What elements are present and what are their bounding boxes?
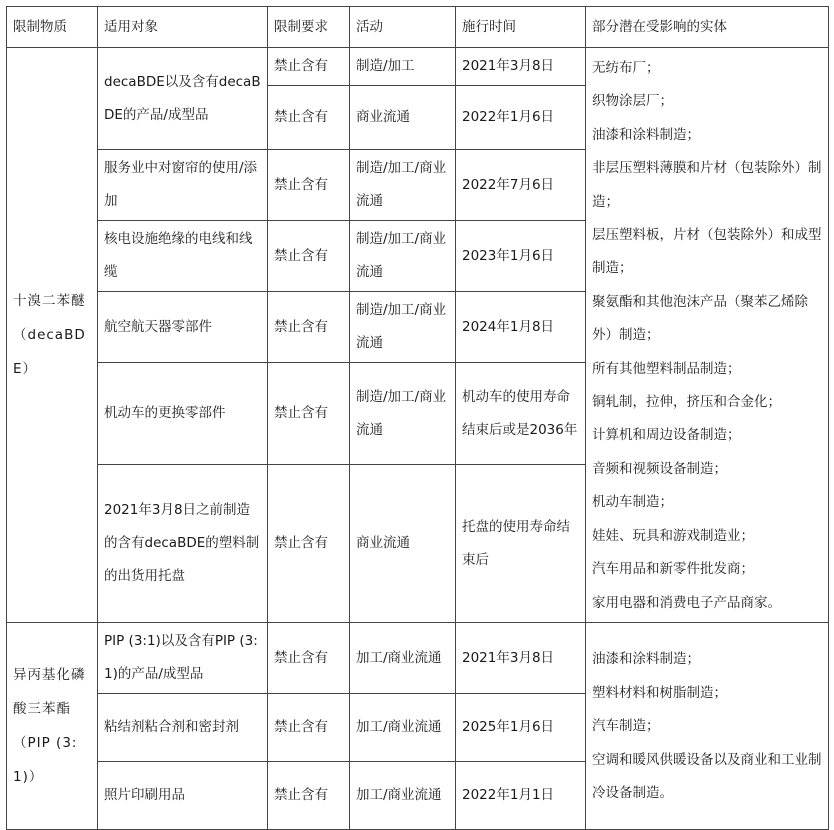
activity-cell: 商业流通 [350, 465, 456, 623]
activity-cell: 制造/加工/商业流通 [350, 150, 456, 221]
table-row [7, 623, 829, 694]
entity-item: 非层压塑料薄膜和片材（包装除外）制造； [592, 160, 822, 210]
entities-cell [586, 623, 829, 830]
activity-cell: 加工/商业流通 [350, 694, 456, 762]
activity-cell: 商业流通 [350, 86, 456, 150]
date-cell: 2023年1月6日 [456, 221, 586, 292]
entity-item: 所有其他塑料制品制造； [592, 360, 741, 377]
entity-item: 空调和暖风供暖设备以及商业和工业制冷设备制造。 [592, 751, 822, 802]
header-activity: 活动 [350, 7, 456, 48]
entity-item: 聚氨酯和其他泡沫产品（聚苯乙烯除外）制造； [592, 293, 808, 344]
entity-item: 计算机和周边设备制造； [592, 427, 741, 444]
date-cell: 2022年1月1日 [456, 762, 586, 830]
date-cell: 2024年1月8日 [456, 292, 586, 363]
entity-item: 油漆和涂料制造； [592, 651, 700, 668]
date-cell: 2021年3月8日 [456, 623, 586, 694]
requirement-cell: 禁止含有 [268, 694, 350, 762]
activity-cell: 制造/加工/商业流通 [350, 221, 456, 292]
entity-item: 娃娃、玩具和游戏制造业； [592, 527, 754, 544]
entity-item: 汽车制造； [592, 718, 660, 735]
date-cell: 2022年7月6日 [456, 150, 586, 221]
table-row [7, 48, 829, 86]
entity-item: 织物涂层厂； [592, 93, 673, 110]
header-requirement: 限制要求 [268, 7, 350, 48]
date-cell: 机动车的使用寿命结束后或是2036年 [456, 363, 586, 465]
header-substance: 限制物质 [7, 7, 98, 48]
requirement-cell: 禁止含有 [268, 465, 350, 623]
substance-name: 异丙基化磷酸三苯酯（PIP (3:1)） [7, 623, 98, 830]
entity-item: 音频和视频设备制造； [592, 460, 727, 477]
entity-item: 家用电器和消费电子产品商家。 [592, 594, 781, 611]
requirement-cell: 禁止含有 [268, 363, 350, 465]
date-cell: 2021年3月8日 [456, 48, 586, 86]
requirement-cell: 禁止含有 [268, 221, 350, 292]
applicable-object: 2021年3月8日之前制造的含有decaBDE的塑料制的出货用托盘 [98, 465, 268, 623]
applicable-object: 航空航天器零部件 [98, 292, 268, 363]
header-date: 施行时间 [456, 7, 586, 48]
activity-cell: 制造/加工/商业流通 [350, 363, 456, 465]
date-cell: 2025年1月6日 [456, 694, 586, 762]
date-cell: 托盘的使用寿命结束后 [456, 465, 586, 623]
requirement-cell: 禁止含有 [268, 86, 350, 150]
applicable-object: 核电设施绝缘的电线和线缆 [98, 221, 268, 292]
requirement-cell: 禁止含有 [268, 292, 350, 363]
header-row [7, 7, 829, 48]
header-entities: 部分潜在受影响的实体 [586, 7, 829, 48]
activity-cell: 制造/加工 [350, 48, 456, 86]
entity-item: 铜轧制，拉伸，挤压和合金化； [592, 394, 781, 411]
entity-item: 塑料材料和树脂制造； [592, 684, 727, 701]
requirement-cell: 禁止含有 [268, 48, 350, 86]
entity-item: 层压塑料板，片材（包装除外）和成型制造； [592, 227, 822, 277]
substance-name: 十溴二苯醚（decaBDE） [7, 48, 98, 623]
entity-item: 油漆和涂料制造； [592, 126, 700, 143]
entities-cell [586, 48, 829, 623]
requirement-cell: 禁止含有 [268, 623, 350, 694]
entity-item: 机动车制造； [592, 494, 673, 511]
applicable-object: 照片印刷用品 [98, 762, 268, 830]
requirement-cell: 禁止含有 [268, 762, 350, 830]
applicable-object: decaBDE以及含有decaBDE的产品/成型品 [98, 48, 268, 150]
activity-cell: 制造/加工/商业流通 [350, 292, 456, 363]
activity-cell: 加工/商业流通 [350, 762, 456, 830]
applicable-object: 服务业中对窗帘的使用/添加 [98, 150, 268, 221]
entity-item: 无纺布厂； [592, 60, 660, 76]
requirement-cell: 禁止含有 [268, 150, 350, 221]
header-object: 适用对象 [98, 7, 268, 48]
date-cell: 2022年1月6日 [456, 86, 586, 150]
applicable-object: 机动车的更换零部件 [98, 363, 268, 465]
restriction-table [6, 6, 829, 830]
applicable-object: 粘结剂粘合剂和密封剂 [98, 694, 268, 762]
entity-item: 汽车用品和新零件批发商； [592, 561, 754, 578]
applicable-object: PIP (3:1)以及含有PIP (3:1)的产品/成型品 [98, 623, 268, 694]
activity-cell: 加工/商业流通 [350, 623, 456, 694]
